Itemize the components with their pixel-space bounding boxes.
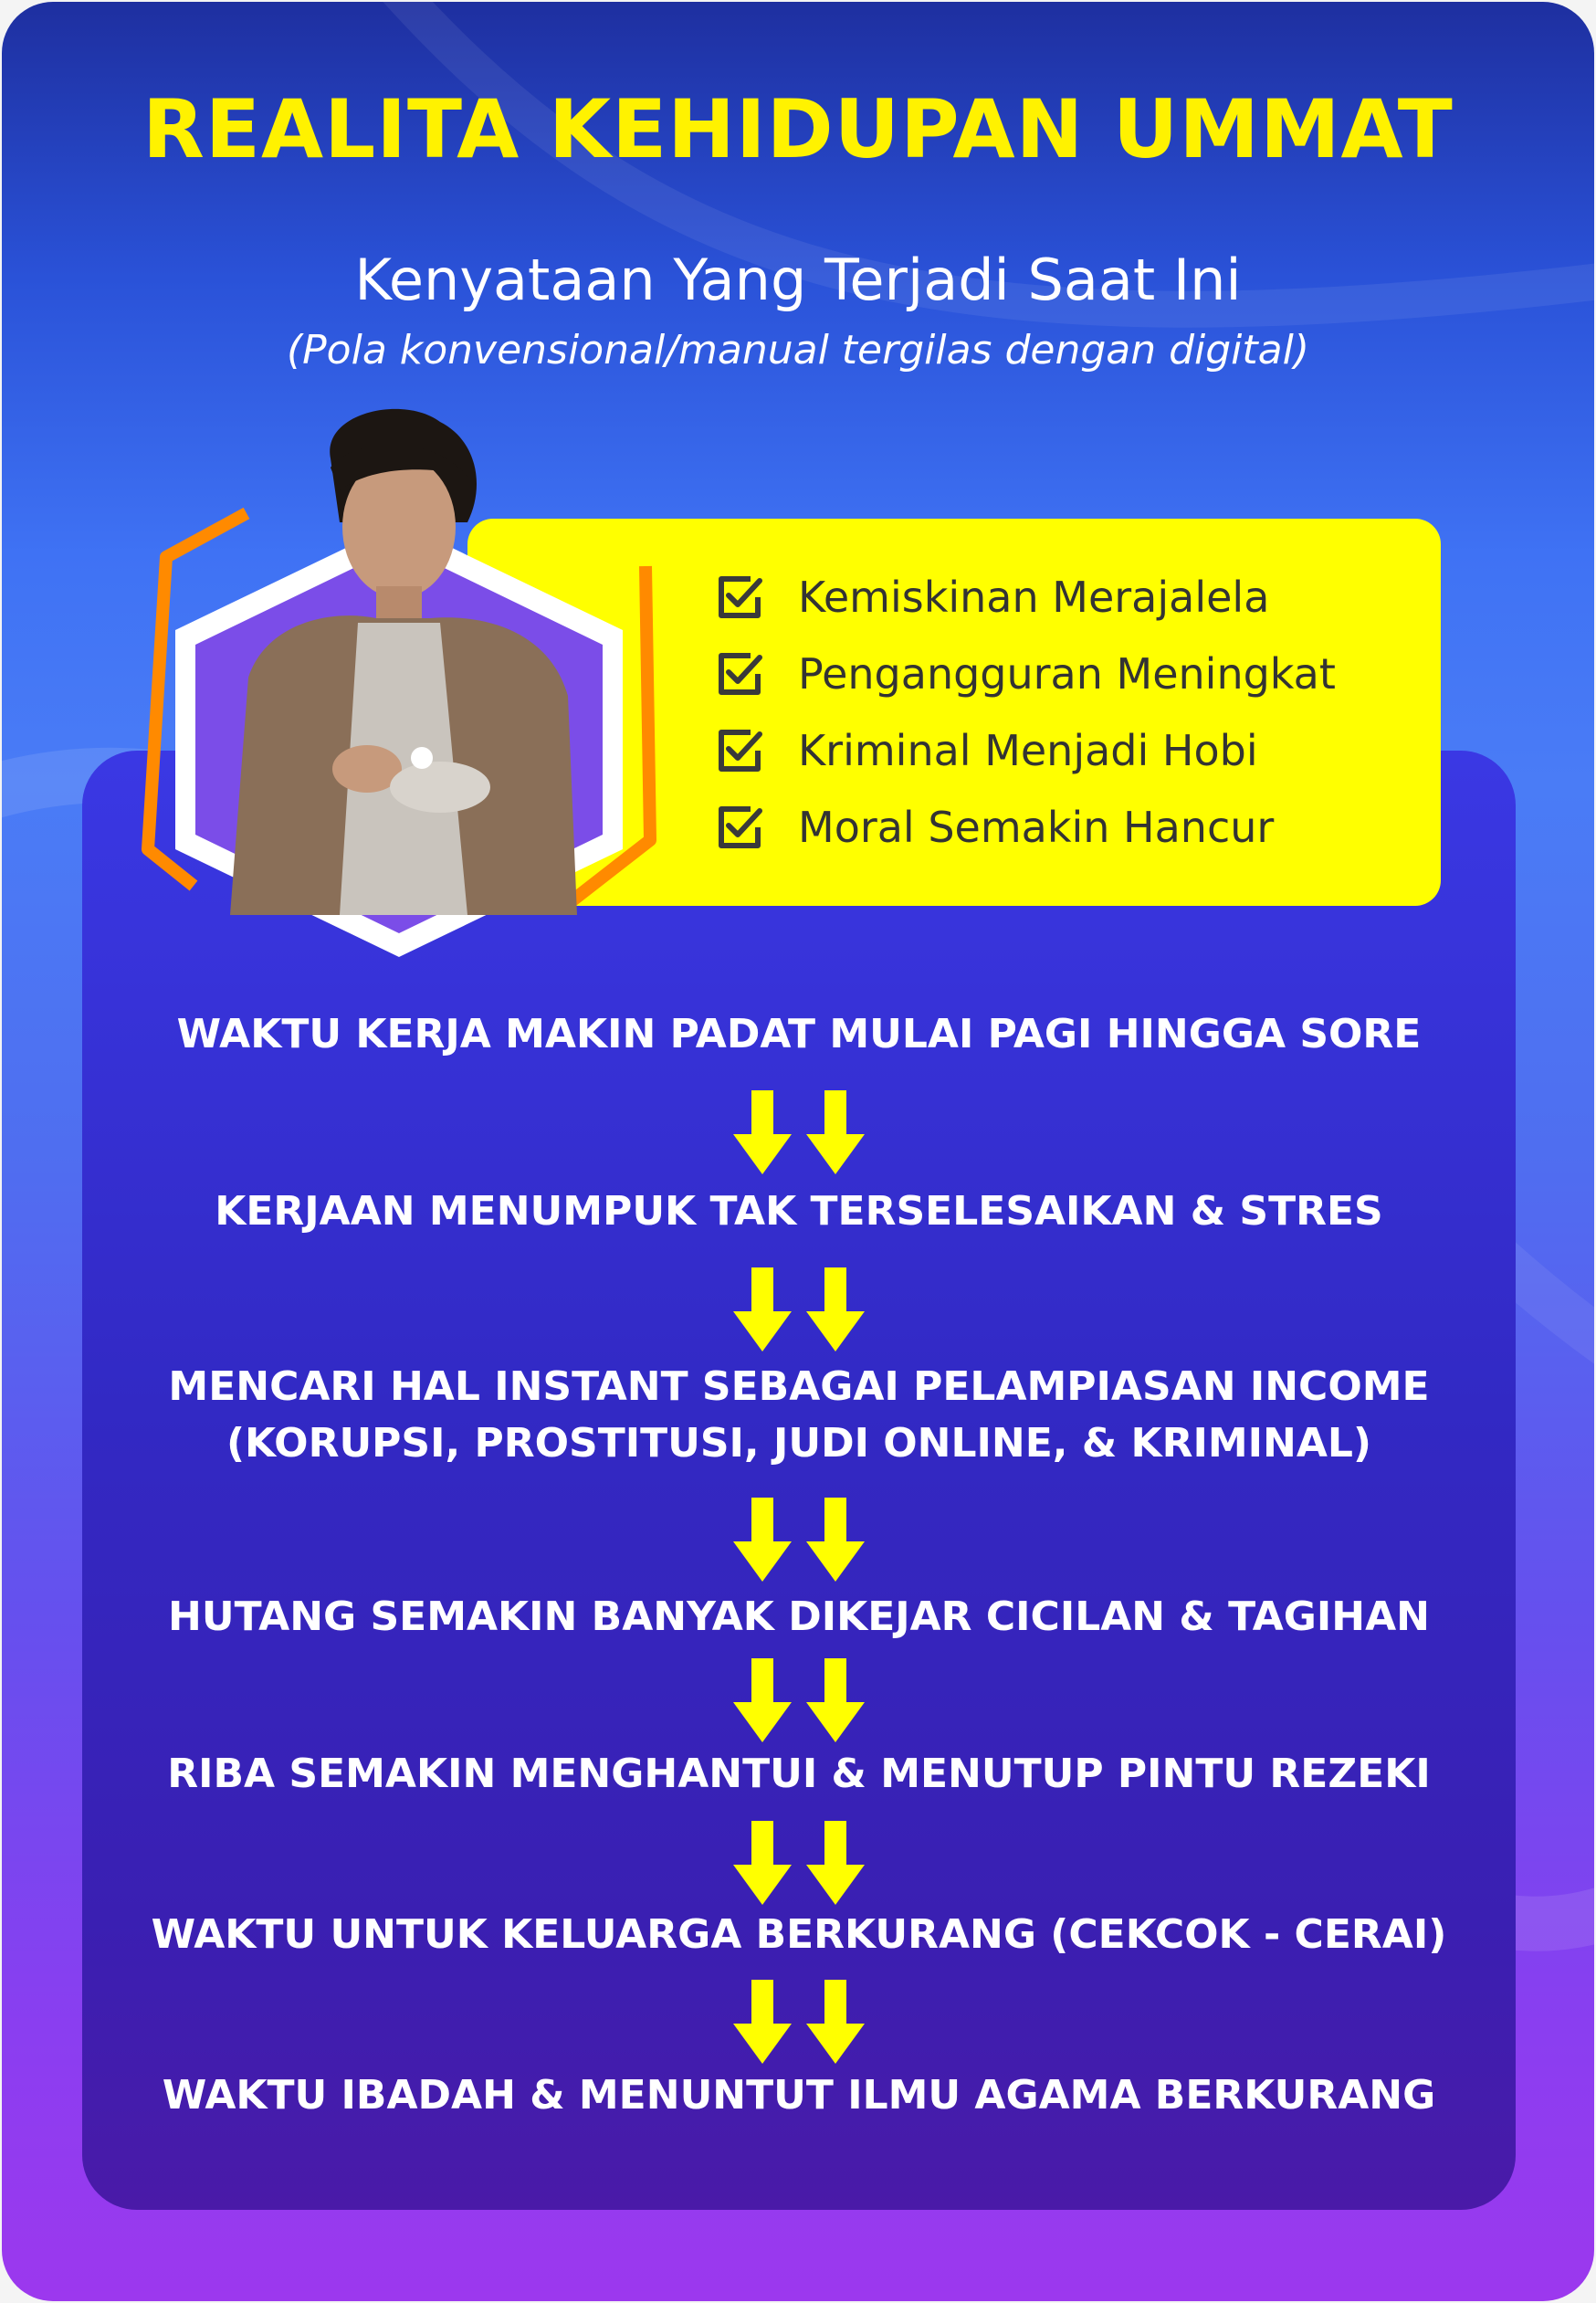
- flow-step: MENCARI HAL INSTANT SEBAGAI PELAMPIASAN INCOME: [168, 1363, 1430, 1410]
- checkbox-checked-icon: [714, 572, 765, 623]
- page-title: REALITA KEHIDUPAN UMMAT: [142, 82, 1454, 176]
- flow-step: RIBA SEMAKIN MENGHANTUI & MENUTUP PINTU REZEKI: [167, 1751, 1431, 1797]
- flow-step: HUTANG SEMAKIN BANYAK DIKEJAR CICILAN & TAGIHAN: [168, 1593, 1430, 1640]
- double-arrow-down-icon: [726, 1494, 872, 1585]
- flow-step: KERJAAN MENUMPUK TAK TERSELESAIKAN & STRES: [215, 1188, 1383, 1235]
- flow-step: WAKTU IBADAH & MENUNTUT ILMU AGAMA BERKURANG: [162, 2072, 1436, 2119]
- checklist-item: [714, 559, 1444, 636]
- checkbox-checked-icon: [714, 725, 765, 776]
- checklist-label: Moral Semakin Hancur: [798, 803, 1275, 852]
- distressed-man-illustration: [194, 404, 614, 952]
- checklist-item: [714, 636, 1444, 712]
- checklist-label: Kriminal Menjadi Hobi: [798, 726, 1258, 775]
- flow-step: WAKTU UNTUK KELUARGA BERKURANG (CEKCOK - CERAI): [151, 1911, 1447, 1958]
- checkbox-checked-icon: [714, 648, 765, 699]
- page-subtitle: Kenyataan Yang Terjadi Saat Ini: [354, 247, 1242, 313]
- poster: [2, 2, 1594, 2301]
- checklist-item: [714, 712, 1444, 789]
- checkbox-checked-icon: [714, 802, 765, 853]
- double-arrow-down-icon: [726, 1817, 872, 1909]
- problem-checklist: [714, 559, 1444, 866]
- checklist-label: Kemiskinan Merajalela: [798, 573, 1270, 622]
- checklist-label: Pengangguran Meningkat: [798, 649, 1336, 699]
- double-arrow-down-icon: [726, 1976, 872, 2067]
- checklist-item: [714, 789, 1444, 866]
- page-note: (Pola konvensional/manual tergilas dengan digital): [286, 327, 1310, 373]
- flow-step-detail: (KORUPSI, PROSTITUSI, JUDI ONLINE, & KRIMINAL): [226, 1420, 1372, 1467]
- double-arrow-down-icon: [726, 1264, 872, 1355]
- flow-step: WAKTU KERJA MAKIN PADAT MULAI PAGI HINGGA SORE: [176, 1011, 1422, 1057]
- double-arrow-down-icon: [726, 1087, 872, 1178]
- double-arrow-down-icon: [726, 1655, 872, 1746]
